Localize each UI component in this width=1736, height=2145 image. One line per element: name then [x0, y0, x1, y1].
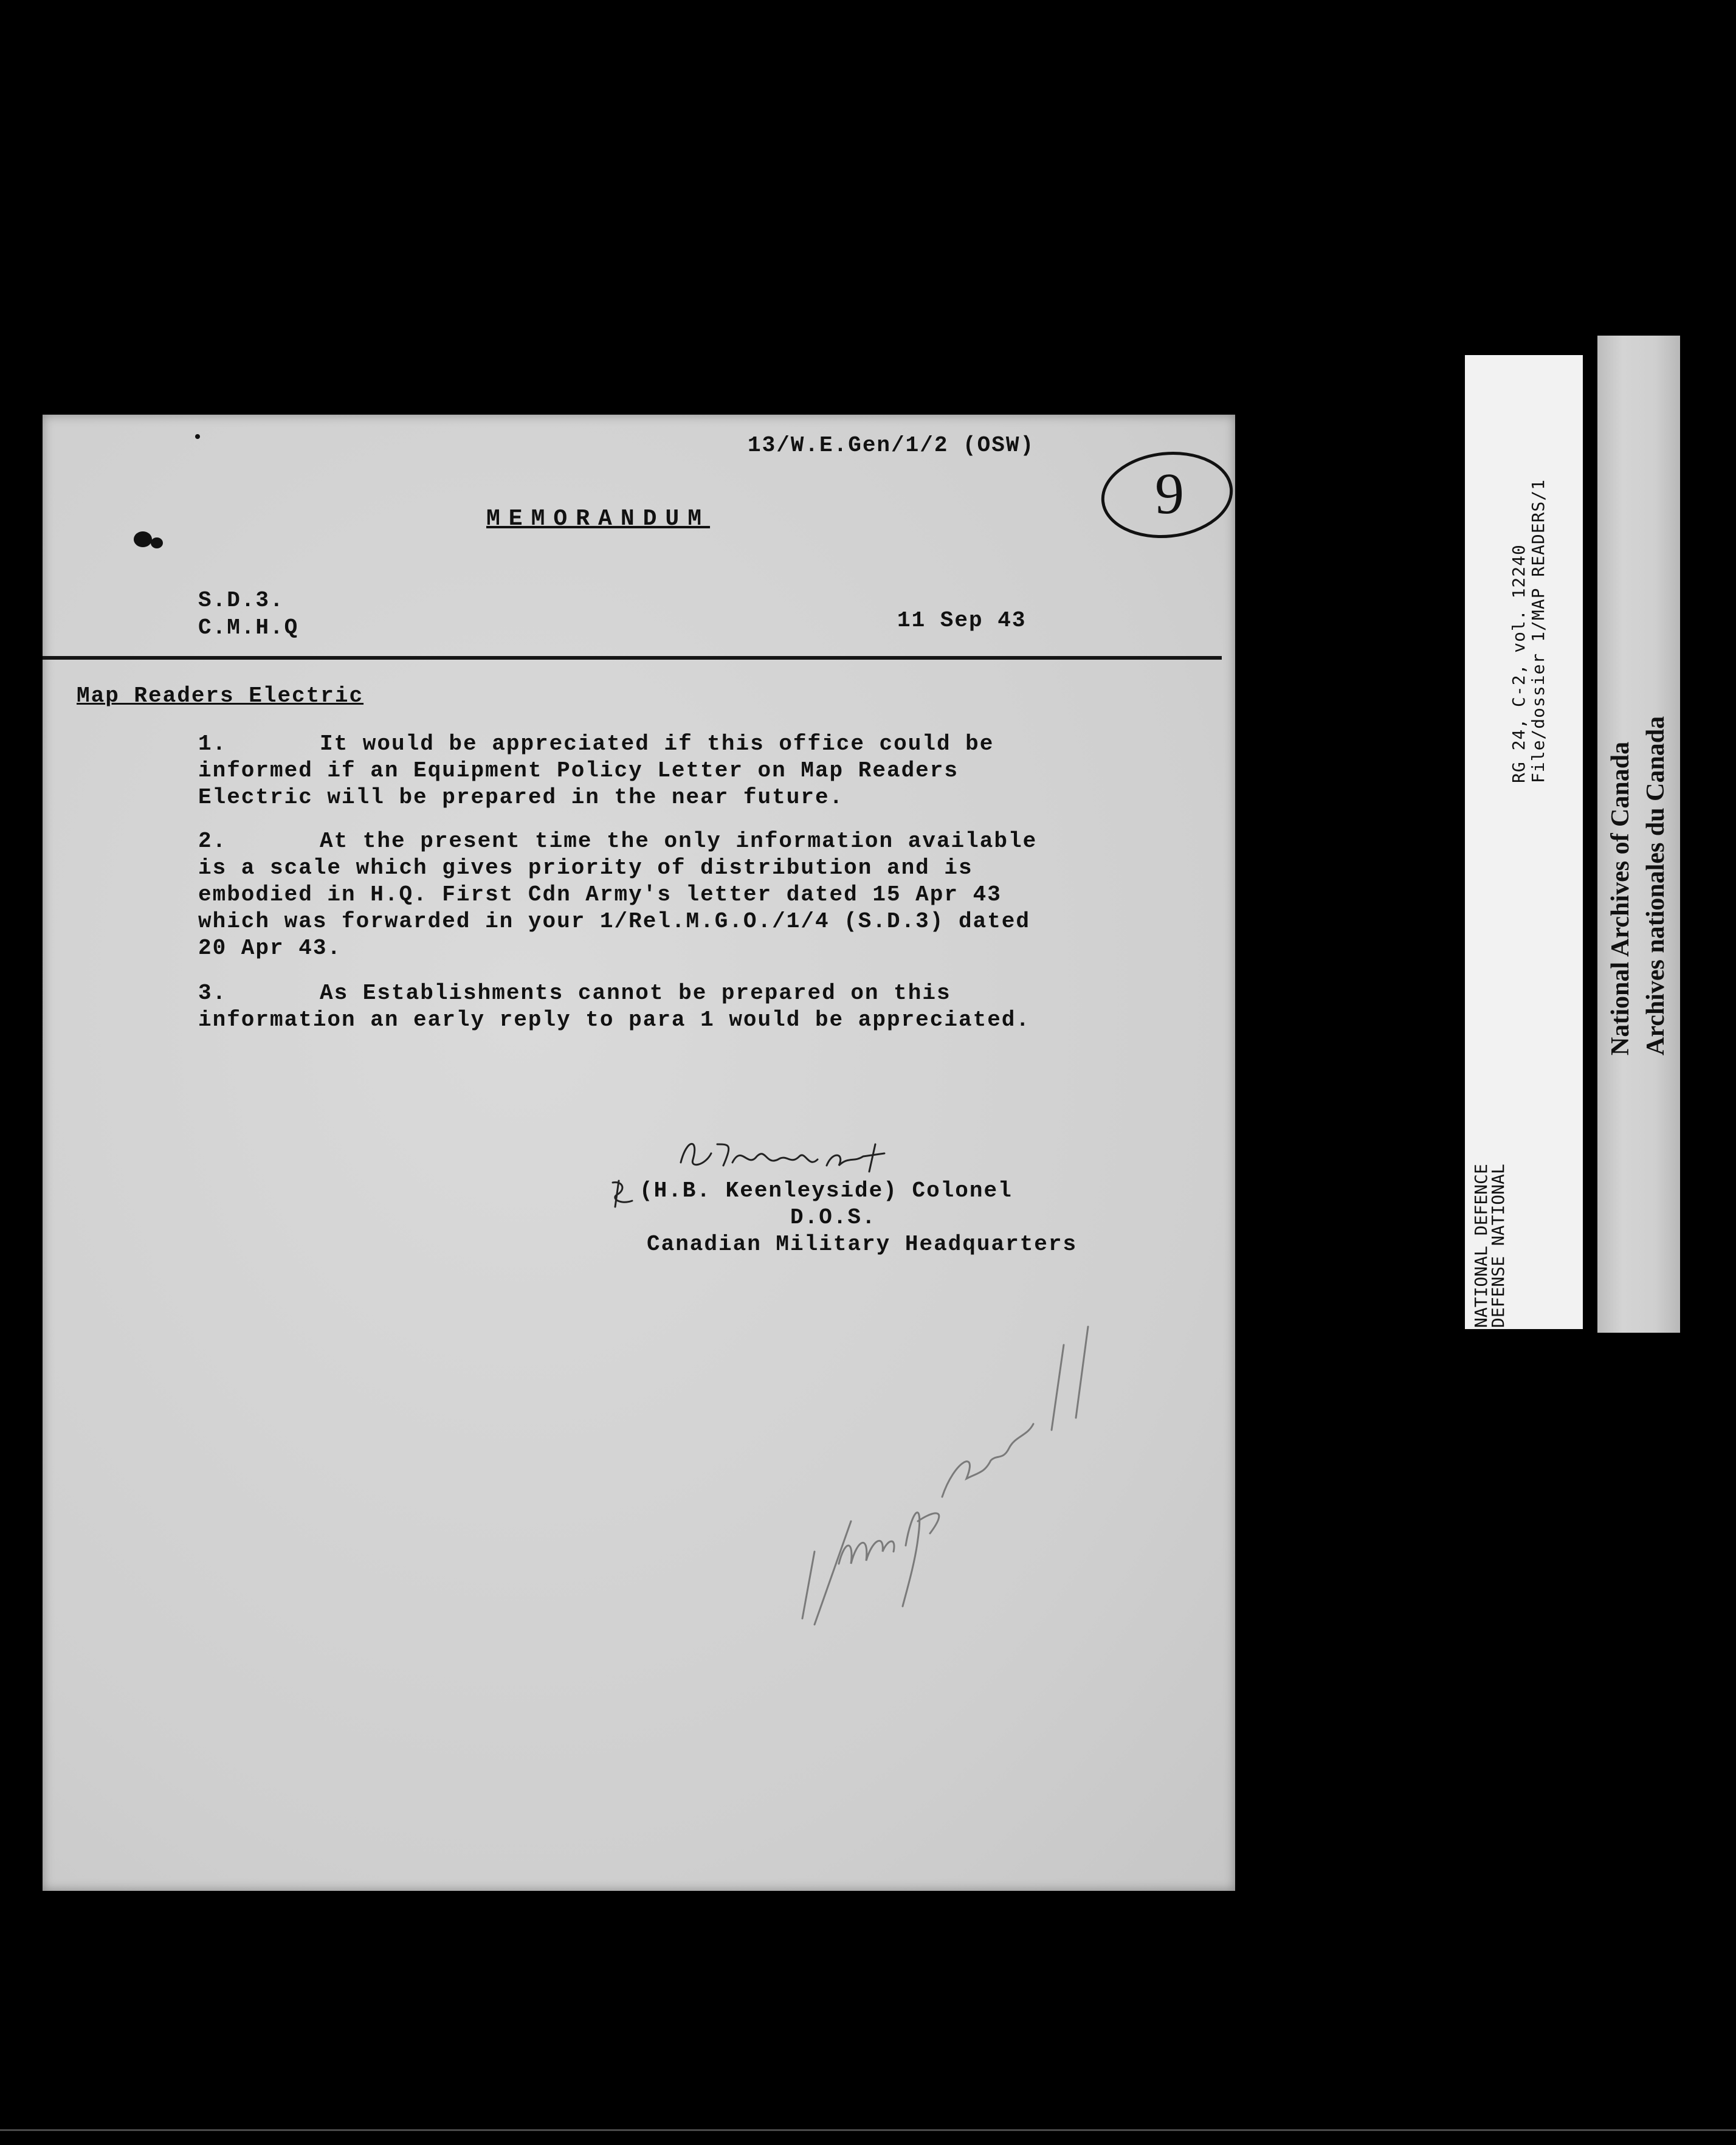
ink-blot	[134, 531, 152, 547]
paragraph-number: 3.	[198, 981, 227, 1006]
paragraph-3	[198, 980, 1030, 1034]
header-rule	[43, 656, 1222, 660]
addressee-line1: S.D.3.	[198, 588, 284, 613]
handwritten-signature	[675, 1132, 930, 1181]
memo-page	[43, 415, 1235, 1891]
paragraph-line: is a scale which gives priority of distribution and is	[198, 855, 973, 880]
memo-subject: Map Readers Electric	[77, 683, 364, 708]
paragraph-line: At the present time the only information available	[320, 829, 1038, 854]
paragraph-line: informed if an Equipment Policy Letter on Map Readers	[198, 758, 959, 783]
pencil-file-note	[723, 1278, 1149, 1643]
paragraph-number: 2.	[198, 829, 227, 854]
archives-name-en: National Archives of Canada	[1607, 741, 1634, 1055]
scan-bottom-edge	[0, 2129, 1736, 2131]
signatory-name: (H.B. Keenleyside) Colonel	[639, 1178, 1013, 1203]
signature-block	[608, 1178, 1077, 1258]
paragraph-line: embodied in H.Q. First Cdn Army's letter dated 15 Apr 43	[198, 882, 1002, 907]
file-reference: 13/W.E.Gen/1/2 (OSW)	[748, 433, 1035, 458]
circled-number-text: 9	[1155, 461, 1184, 526]
circled-folio-number	[1094, 446, 1240, 544]
paragraph-line: Electric will be prepared in the near future.	[198, 785, 844, 810]
memo-date: 11 Sep 43	[897, 608, 1027, 633]
signatory-unit: Canadian Military Headquarters	[647, 1232, 1078, 1257]
paragraph-line: As Establishments cannot be prepared on this	[320, 981, 951, 1006]
paragraph-line: information an early reply to para 1 would be appreciated.	[198, 1007, 1031, 1032]
department-line2: DEFENSE NATIONAL	[1488, 1164, 1508, 1328]
archive-reference-line2: File/dossier 1/MAP READERS/1	[1528, 478, 1548, 783]
addressee-line2: C.M.H.Q	[198, 615, 299, 640]
paragraph-line: It would be appreciated if this office could be	[320, 731, 994, 756]
paragraph-line: 20 Apr 43.	[198, 936, 342, 961]
ink-dot	[195, 434, 200, 439]
memo-title: MEMORANDUM	[486, 506, 711, 532]
paragraph-number: 1.	[198, 731, 227, 756]
department-line1: NATIONAL DEFENCE	[1471, 1164, 1491, 1328]
archive-reference-line1: RG 24, C-2, vol. 12240	[1509, 544, 1529, 783]
paragraph-2	[198, 828, 1037, 962]
paragraph-line: which was forwarded in your 1/Rel.M.G.O./1/4 (S.D.3) dated	[198, 909, 1031, 934]
archives-name-fr: Archives nationales du Canada	[1642, 716, 1670, 1055]
ink-blot	[151, 537, 163, 548]
paragraph-1	[198, 731, 994, 811]
signatory-title: D.O.S.	[790, 1205, 877, 1230]
